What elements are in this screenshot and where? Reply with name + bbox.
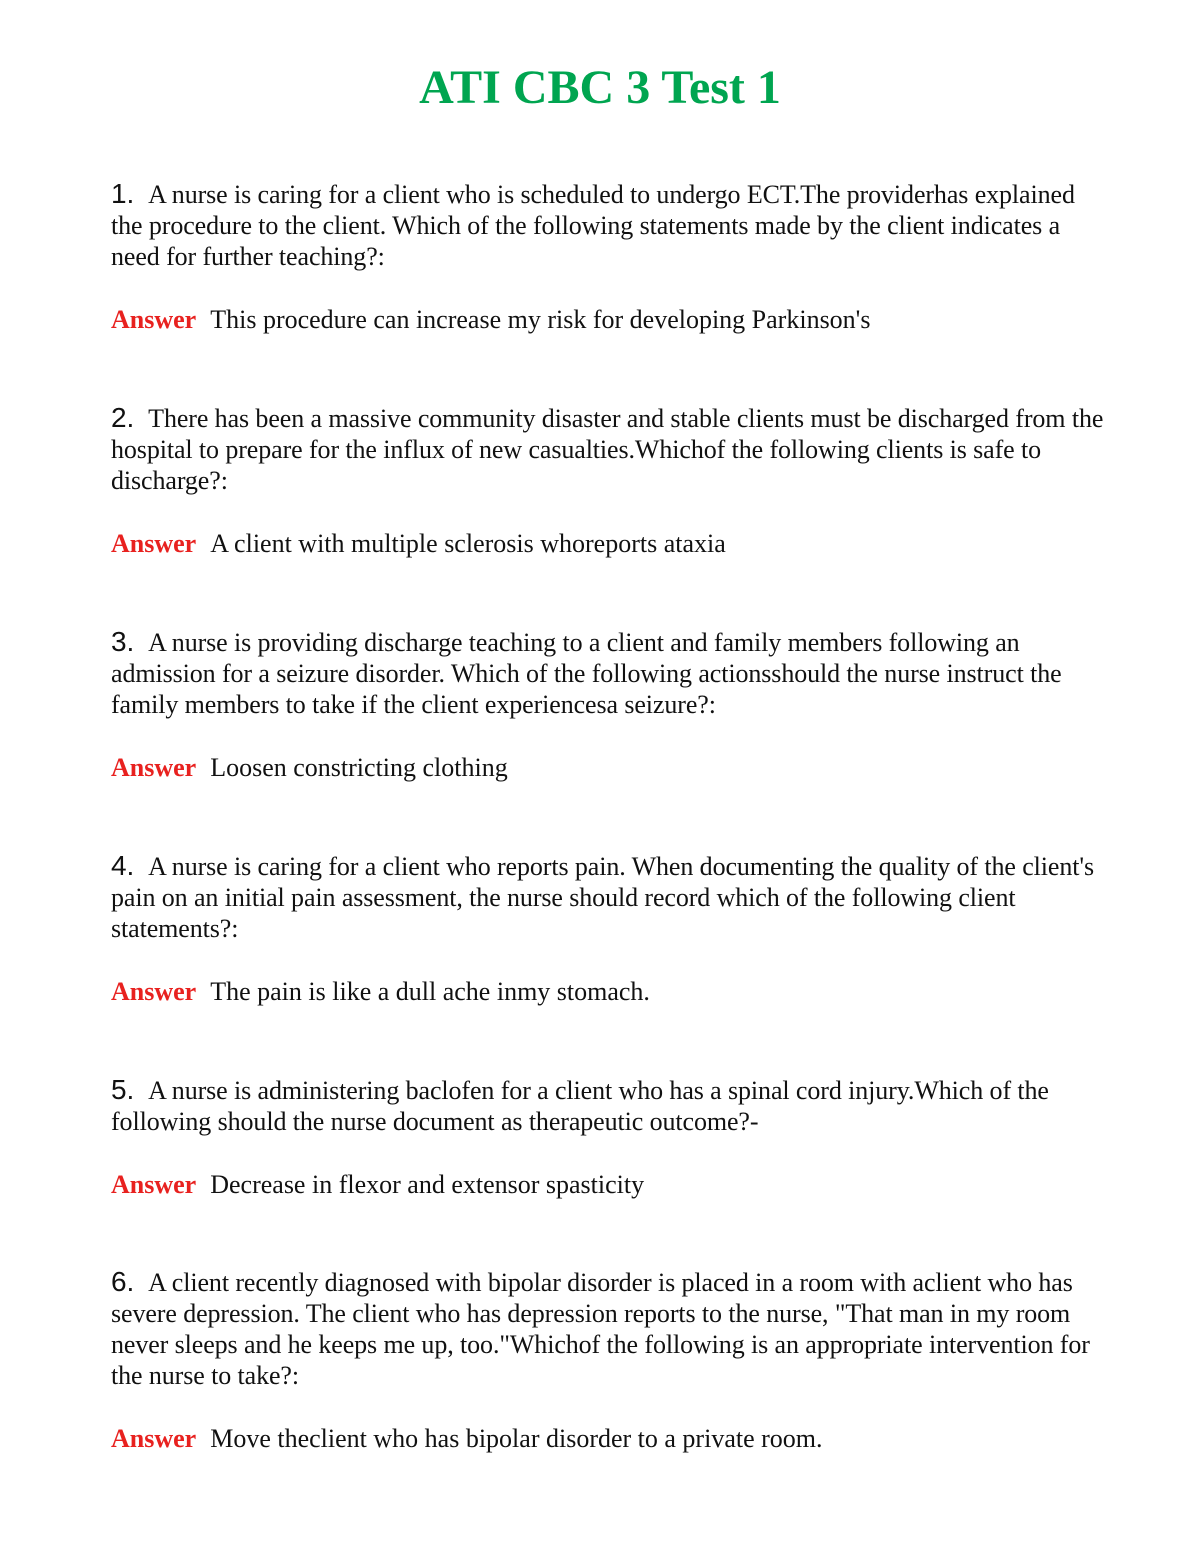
page-title: ATI CBC 3 Test 1 (419, 61, 781, 114)
answer-line (111, 752, 1111, 783)
answer-text: The pain is like a dull ache inmy stomach. (210, 977, 650, 1006)
answer-label: Answer (111, 977, 197, 1006)
question-block-5 (111, 1074, 1111, 1200)
question-body: A nurse is caring for a client who is scheduled to undergo ECT.The providerhas explained the procedure to the client. Which of the following statements made by the client indicates a need for further teaching?: (111, 180, 1075, 271)
question-body: There has been a massive community disaster and stable clients must be discharged from the hospital to prepare for the influx of new casualties.Whichof the following clients is safe to discharge?: (111, 404, 1104, 495)
answer-line (111, 1169, 1111, 1200)
answer-text: Decrease in flexor and extensor spasticity (210, 1170, 645, 1199)
question-block-6 (111, 1266, 1111, 1454)
question-body: A nurse is providing discharge teaching to a client and family members following an admission for a seizure disorder. Which of the following actionsshould the nurse instruct the family members to take if the client experiencesa seizure?: (111, 628, 1062, 719)
answer-label: Answer (111, 1170, 197, 1199)
answer-text: This procedure can increase my risk for developing Parkinson's (210, 305, 871, 334)
question-block-3 (111, 626, 1111, 783)
answer-label: Answer (111, 305, 197, 334)
answer-line (111, 304, 1111, 335)
question-text (111, 850, 1111, 944)
answer-label: Answer (111, 1424, 197, 1453)
question-body: A client recently diagnosed with bipolar disorder is placed in a room with aclient who has severe depression. The client who has depression reports to the nurse, "That man in my room never sleeps and he keeps me up, too."Whichof the following is an appropriate intervention for the nurse to take?: (111, 1268, 1090, 1390)
question-text (111, 1074, 1111, 1137)
question-number: 5. (111, 1074, 135, 1105)
answer-line (111, 976, 1111, 1007)
answer-line (111, 1423, 1111, 1454)
question-text (111, 626, 1111, 720)
answer-label: Answer (111, 753, 197, 782)
answer-text: A client with multiple sclerosis whoreports ataxia (210, 529, 726, 558)
question-number: 6. (111, 1266, 135, 1297)
question-text (111, 1266, 1111, 1391)
answer-text: Loosen constricting clothing (210, 753, 508, 782)
answer-text: Move theclient who has bipolar disorder to a private room. (210, 1424, 823, 1453)
answer-line (111, 528, 1111, 559)
question-number: 4. (111, 850, 135, 881)
question-number: 1. (111, 178, 135, 209)
question-block-1 (111, 178, 1111, 335)
answer-label: Answer (111, 529, 197, 558)
question-text (111, 178, 1111, 272)
question-body: A nurse is caring for a client who reports pain. When documenting the quality of the client's pain on an initial pain assessment, the nurse should record which of the following client statements?: (111, 852, 1094, 943)
question-text (111, 402, 1111, 496)
question-number: 2. (111, 402, 135, 433)
question-number: 3. (111, 626, 135, 657)
question-body: A nurse is administering baclofen for a client who has a spinal cord injury.Which of the following should the nurse document as therapeutic outcome?- (111, 1076, 1049, 1136)
question-block-2 (111, 402, 1111, 559)
question-block-4 (111, 850, 1111, 1007)
